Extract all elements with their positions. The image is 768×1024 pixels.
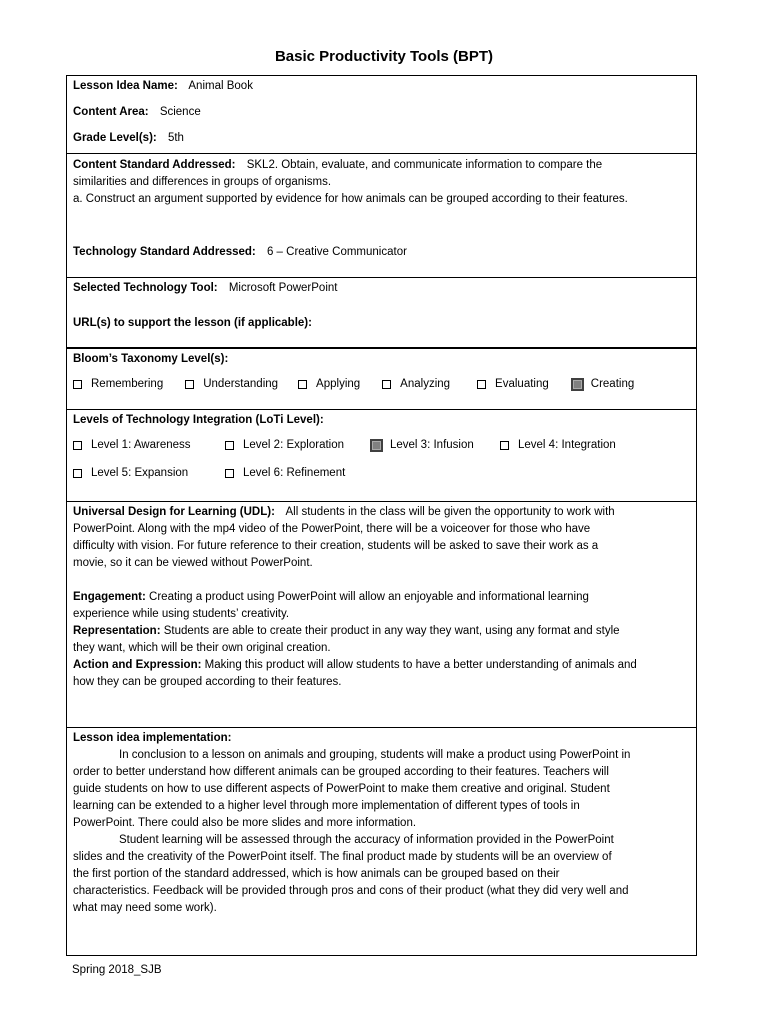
- representation-text-line: Students are able to create their product in any way they want, using any format and style: [163, 625, 620, 637]
- selected-tool-value: Microsoft PowerPoint: [228, 282, 338, 294]
- checked-checkbox-icon[interactable]: [571, 378, 584, 391]
- implementation-text-line: guide students on how to use different aspects of PowerPoint to make them creative and original. Student: [73, 783, 610, 795]
- loti-option-level1[interactable]: [73, 437, 225, 454]
- option-label: Level 1: Awareness: [91, 439, 191, 451]
- udl-text-line: movie, so it can be viewed without PowerPoint.: [73, 557, 313, 569]
- content-standard-line: similarities and differences in groups of organisms.: [73, 176, 332, 188]
- loti-option-level4[interactable]: [500, 437, 616, 454]
- checkbox-icon[interactable]: [73, 380, 82, 389]
- loti-options-row: [73, 465, 690, 482]
- footer-text: Spring 2018_SJB: [72, 964, 162, 976]
- loti-option-level6[interactable]: [225, 465, 345, 482]
- loti-section: [66, 409, 697, 502]
- blooms-option-creating[interactable]: [571, 376, 634, 393]
- lesson-info-section: [66, 75, 697, 154]
- implementation-section: [66, 727, 697, 956]
- option-label: Creating: [590, 378, 635, 390]
- checkbox-icon[interactable]: [225, 469, 234, 478]
- checkbox-icon[interactable]: [73, 441, 82, 450]
- option-label: Remembering: [91, 378, 164, 390]
- blooms-option-analyzing[interactable]: [382, 376, 450, 393]
- loti-options-row: [73, 437, 690, 454]
- grade-level-value: 5th: [167, 132, 184, 144]
- content-standard-line: SKL2. Obtain, evaluate, and communicate information to compare the: [246, 159, 603, 171]
- checkbox-icon[interactable]: [225, 441, 234, 450]
- checkbox-icon[interactable]: [477, 380, 486, 389]
- representation-label: Representation:: [73, 625, 161, 637]
- tech-standard-value: 6 – Creative Communicator: [266, 246, 407, 258]
- option-label: Evaluating: [495, 378, 549, 390]
- checkbox-icon[interactable]: [185, 380, 194, 389]
- implementation-heading: Lesson idea implementation:: [73, 732, 232, 744]
- udl-text-line: All students in the class will be given the opportunity to work with: [285, 506, 615, 518]
- checkbox-icon[interactable]: [382, 380, 391, 389]
- loti-option-level5[interactable]: [73, 465, 225, 482]
- implementation-text-line: order to better understand how different animals can be grouped according to their features. Teachers will: [73, 766, 609, 778]
- implementation-text-line: the first portion of the standard addressed, which is how animals can be grouped based on their: [73, 868, 560, 880]
- loti-option-level3[interactable]: [370, 437, 500, 454]
- udl-text-line: PowerPoint. Along with the mp4 video of the PowerPoint, there will be a voiceover for those who have: [73, 523, 591, 535]
- option-label: Level 6: Refinement: [243, 467, 346, 479]
- checked-checkbox-icon[interactable]: [370, 439, 383, 452]
- implementation-text-line: In conclusion to a lesson on animals and grouping, students will make a product using PowerPoint in: [119, 749, 631, 761]
- udl-section: [66, 501, 697, 728]
- lesson-name-label: Lesson Idea Name:: [73, 80, 178, 92]
- engagement-label: Engagement:: [73, 591, 146, 603]
- engagement-text-line: experience while using students’ creativity.: [73, 608, 290, 620]
- blooms-option-remembering[interactable]: [73, 376, 163, 393]
- option-label: Applying: [316, 378, 361, 390]
- blooms-heading: Bloom’s Taxonomy Level(s):: [73, 353, 229, 365]
- selected-tool-label: Selected Technology Tool:: [73, 282, 218, 294]
- representation-text-line: they want, which will be their own original creation.: [73, 642, 331, 654]
- content-standard-line: a. Construct an argument supported by evidence for how animals can be grouped according to their features.: [73, 193, 628, 205]
- implementation-text-line: slides and the creativity of the PowerPoint itself. The final product made by students will be an overview of: [73, 851, 612, 863]
- standards-section: [66, 153, 697, 278]
- content-area-value: Science: [159, 106, 201, 118]
- blooms-option-applying[interactable]: [298, 376, 360, 393]
- url-label: URL(s) to support the lesson (if applicable):: [73, 317, 312, 329]
- udl-text-line: difficulty with vision. For future reference to their creation, students will be asked to save their work as a: [73, 540, 599, 552]
- action-expression-text-line: how they can be grouped according to their features.: [73, 676, 342, 688]
- blooms-options: [73, 376, 690, 393]
- content-standard-label: Content Standard Addressed:: [73, 159, 236, 171]
- udl-label: Universal Design for Learning (UDL):: [73, 506, 275, 518]
- blooms-option-understanding[interactable]: [185, 376, 278, 393]
- checkbox-icon[interactable]: [500, 441, 509, 450]
- option-label: Analyzing: [400, 378, 451, 390]
- action-expression-text-line: Making this product will allow students to have a better understanding of animals and: [204, 659, 637, 671]
- engagement-text-line: Creating a product using PowerPoint will allow an enjoyable and informational learning: [149, 591, 589, 603]
- option-label: Level 4: Integration: [518, 439, 616, 451]
- blooms-option-evaluating[interactable]: [477, 376, 549, 393]
- loti-heading: Levels of Technology Integration (LoTi Level):: [73, 414, 324, 426]
- option-label: Understanding: [203, 378, 279, 390]
- grade-level-label: Grade Level(s):: [73, 132, 157, 144]
- implementation-text-line: PowerPoint. There could also be more slides and more information.: [73, 817, 417, 829]
- tech-standard-label: Technology Standard Addressed:: [73, 246, 256, 258]
- implementation-text-line: what may need some work).: [73, 902, 217, 914]
- action-expression-label: Action and Expression:: [73, 659, 202, 671]
- technology-tool-section: [66, 277, 697, 349]
- implementation-text-line: learning can be extended to a higher level through more implementation of different types of tools in: [73, 800, 580, 812]
- checkbox-icon[interactable]: [298, 380, 307, 389]
- implementation-text-line: characteristics. Feedback will be provided through pros and cons of their product (what they did very well and: [73, 885, 629, 897]
- content-area-label: Content Area:: [73, 106, 149, 118]
- loti-option-level2[interactable]: [225, 437, 370, 454]
- implementation-text-line: Student learning will be assessed through the accuracy of information provided in the PowerPoint: [119, 834, 614, 846]
- option-label: Level 2: Exploration: [243, 439, 345, 451]
- option-label: Level 5: Expansion: [91, 467, 189, 479]
- blooms-taxonomy-section: [66, 348, 697, 410]
- checkbox-icon[interactable]: [73, 469, 82, 478]
- document-title: Basic Productivity Tools (BPT): [274, 48, 494, 65]
- option-label: Level 3: Infusion: [390, 439, 474, 451]
- lesson-name-value: Animal Book: [188, 80, 253, 92]
